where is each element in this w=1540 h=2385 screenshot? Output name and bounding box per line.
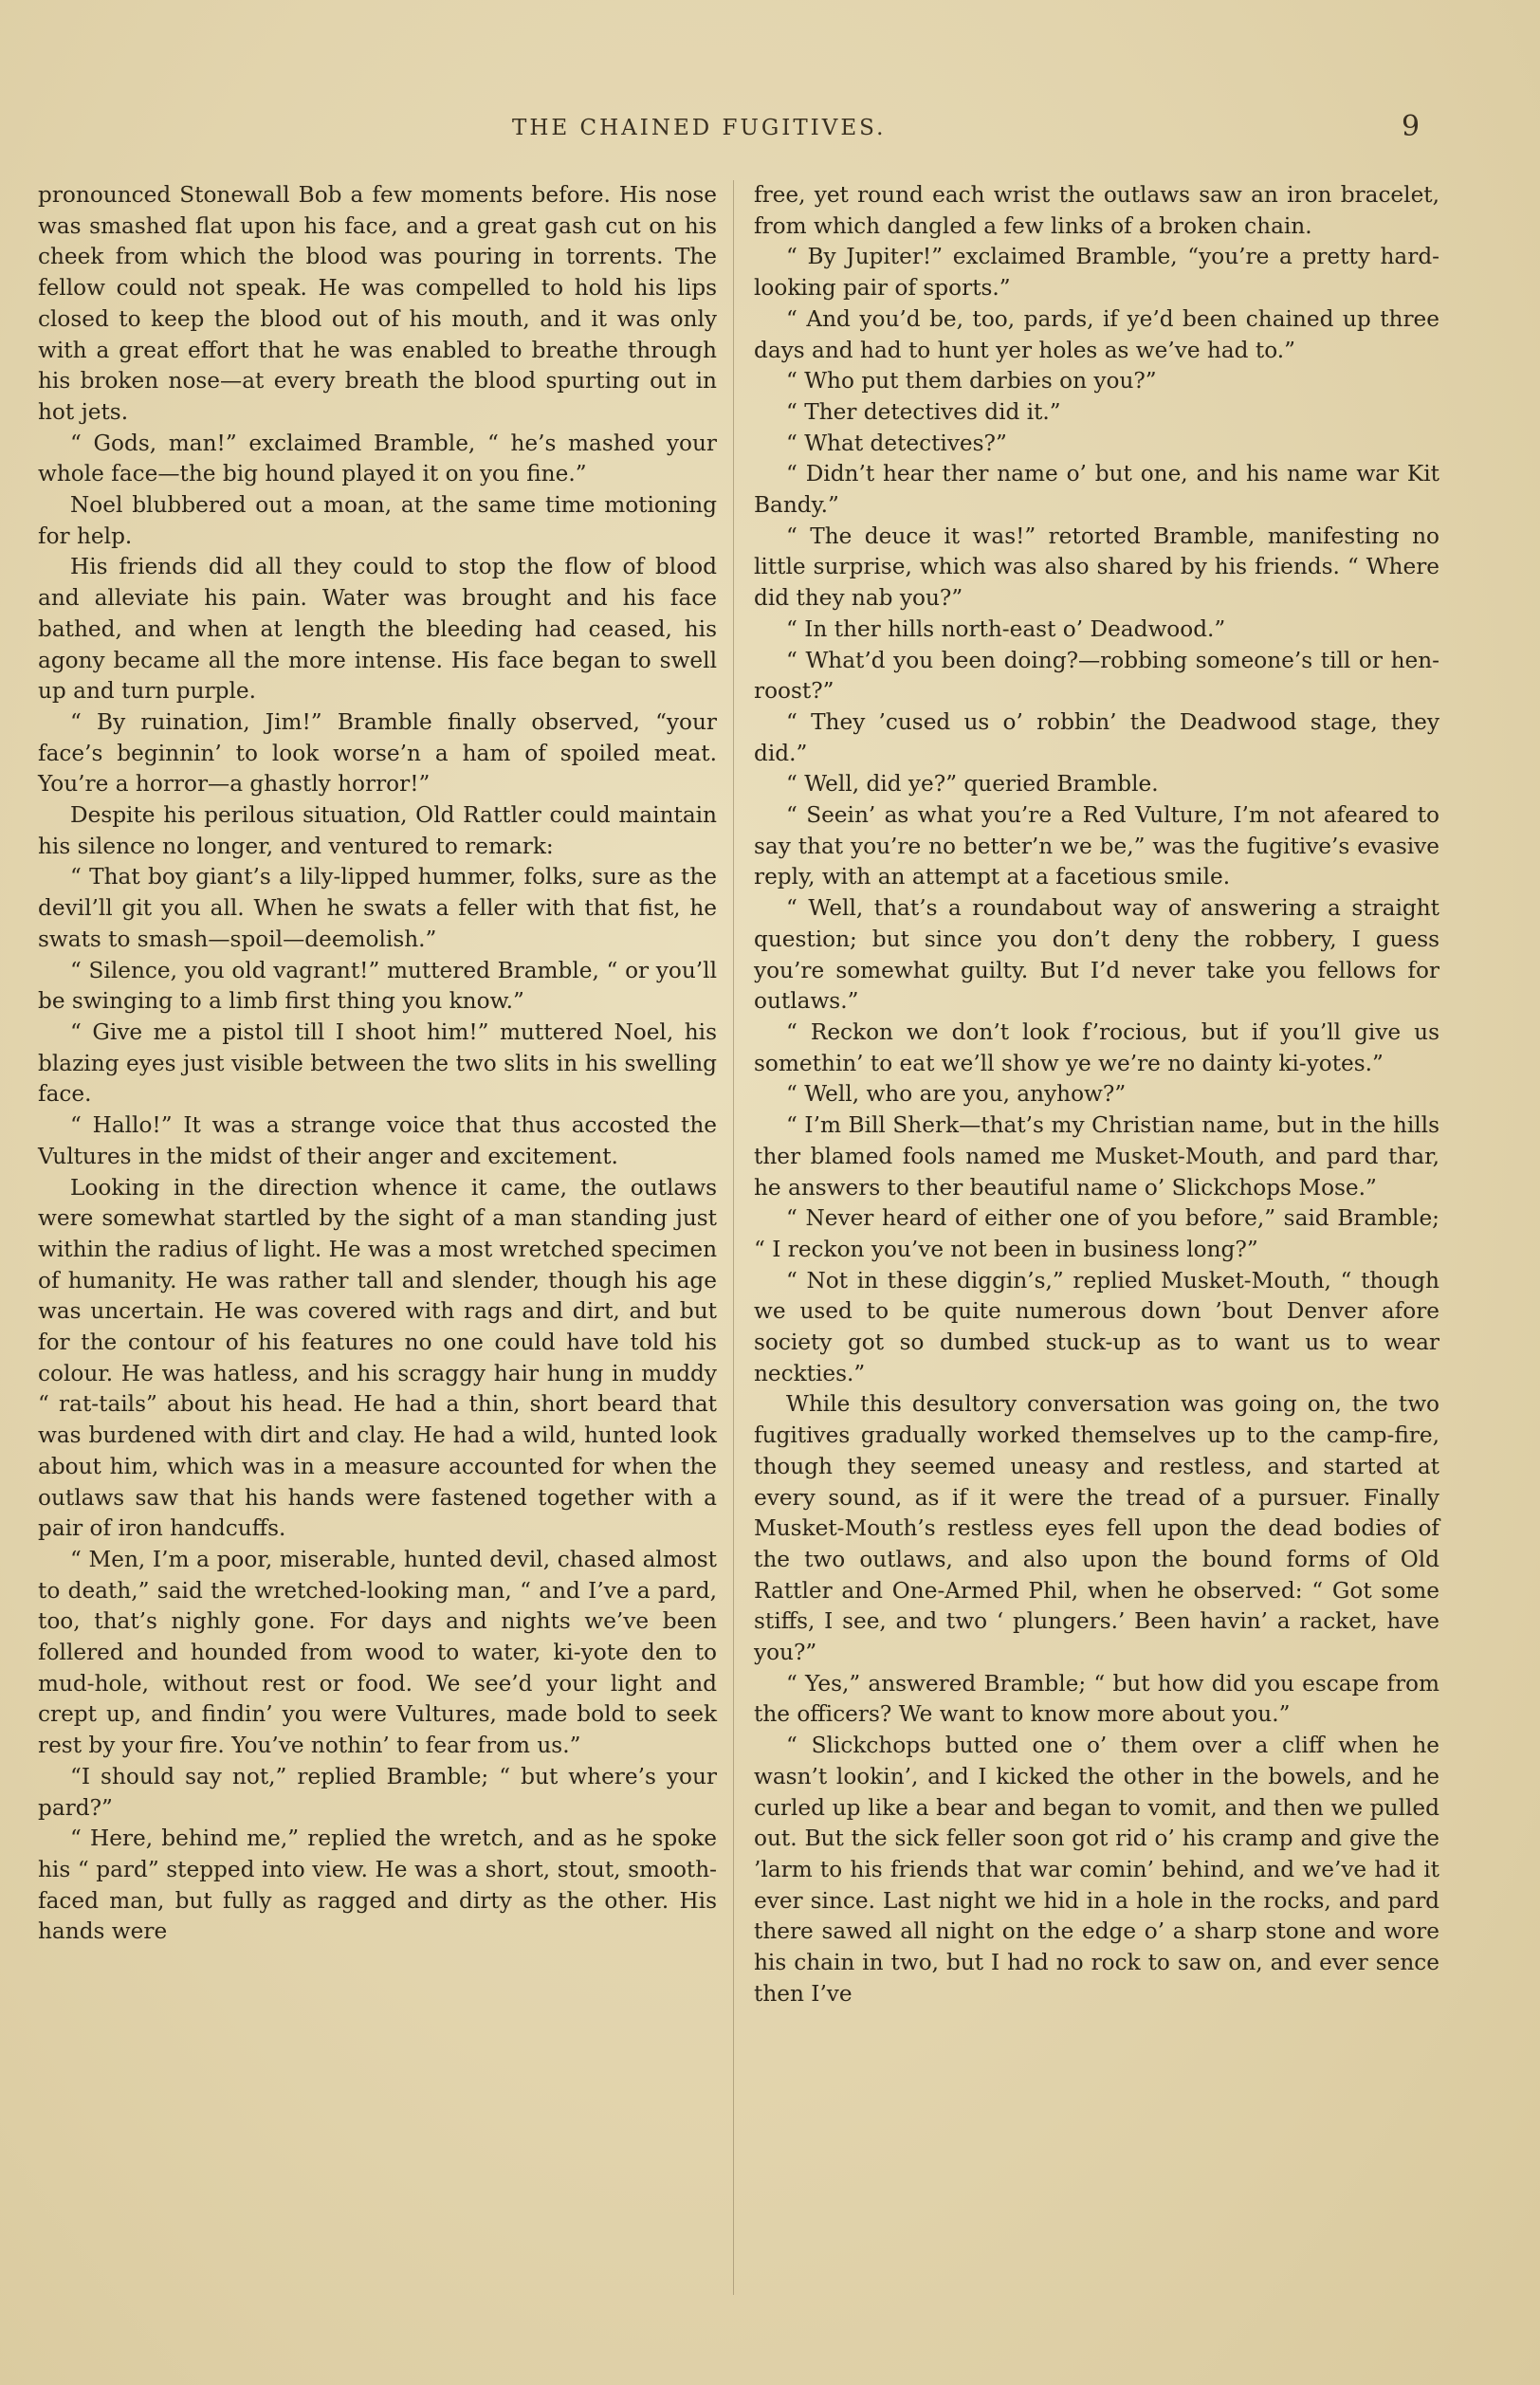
paragraph: “ That boy giant’s a lily-lipped hummer, folks, sure as the devil’ll git you all. When he swats a feller with that fist, he swats to smash—spoil—deemolish.” <box>38 864 717 952</box>
paragraph: “ Seein’ as what you’re a Red Vulture, I’m not afeared to say that you’re no better’n we be,” was the fugitive’s evasive reply, with an attempt at a facetious smile. <box>754 802 1439 890</box>
paragraph: “ Hallo!” It was a strange voice that thus accosted the Vultures in the midst of their anger and excitement. <box>38 1112 717 1169</box>
paragraph: “ I’m Bill Sherk—that’s my Christian name, but in the hills ther blamed fools named me Musket-Mouth, and pard thar, he answers to ther beautiful name o’ Slickchops Mose.” <box>754 1112 1439 1201</box>
left-column <box>38 180 717 1948</box>
paragraph: “ Not in these diggin’s,” replied Musket-Mouth, “ though we used to be quite numerous down ’bout Denver afore society got so dumbed stuck-up as to want us to wear neckties.” <box>754 1267 1439 1386</box>
paragraph: “ Well, did ye?” queried Bramble. <box>786 771 1159 798</box>
paragraph: While this desultory conversation was going on, the two fugitives gradually worked themselves up to the camp-fire, though they seemed uneasy and restless, and started at every sound, as if it were the tread of a pursuer. Finally Musket-Mouth’s restless eyes fell upon the dead bodies of the two outlaws, and also upon the bound forms of Old Rattler and One-Armed Phil, when he observed: “ Got some stiffs, I see, and two ‘ plungers.’ Been havin’ a racket, have you?” <box>754 1391 1439 1666</box>
paragraph: “ Silence, you old vagrant!” muttered Bramble, “ or you’ll be swinging to a limb first thing you know.” <box>38 957 717 1015</box>
paragraph: “ Reckon we don’t look f’rocious, but if you’ll give us somethin’ to eat we’ll show ye we’re no dainty ki-yotes.” <box>754 1018 1439 1076</box>
paragraph: Despite his perilous situation, Old Rattler could maintain his silence no longer, and ventured to remark: <box>38 802 717 859</box>
paragraph: Looking in the direction whence it came, the outlaws were somewhat startled by the sight of a man standing just within the radius of light. He was a most wretched specimen of humanity. He was rather tall and slender, though his age was uncertain. He was covered with rags and dirt, and but for the contour of his features no one could have told his colour. He was hatless, and his scraggy hair hung in muddy “ rat-tails” about his head. He had a thin, short beard that was burdened with dirt and clay. He had a wild, hunted look about him, which was in a measure accounted for when the outlaws saw that his hands were fastened together with a pair of iron handcuffs. <box>38 1174 717 1542</box>
paragraph: “ The deuce it was!” retorted Bramble, manifesting no little surprise, which was also shared by his friends. “ Where did they nab you?” <box>754 523 1439 612</box>
paragraph: “ By Jupiter!” exclaimed Bramble, “you’re a pretty hard-looking pair of sports.” <box>754 244 1439 302</box>
paragraph: “ What detectives?” <box>786 430 1007 456</box>
paragraph: “ Slickchops butted one o’ them over a cliff when he wasn’t lookin’, and I kicked the other in the bowels, and he curled up like a bear and began to vomit, and then we pulled out. But the sick feller soon got rid o’ his cramp and give the ’larm to his friends that war comin’ behind, and we’ve had it ever since. Last night we hid in a hole in the rocks, and pard there sawed all night on the edge o’ a sharp stone and wore his chain in two, but I had no rock to saw on, and ever sence then I’ve <box>754 1733 1439 2007</box>
paragraph: “ And you’d be, too, pards, if ye’d been chained up three days and had to hunt yer holes as we’ve had to.” <box>754 305 1439 363</box>
paragraph: “ By ruination, Jim!” Bramble finally observed, “your face’s beginnin’ to look worse’n a ham of spoiled meat. You’re a horror—a ghastly horror!” <box>38 708 717 798</box>
paragraph: “I should say not,” replied Bramble; “ but where’s your pard?” <box>38 1763 717 1821</box>
paragraph: “ Men, I’m a poor, miserable, hunted devil, chased almost to death,” said the wretched-looking man, “ and I’ve a pard, too, that’s nighly gone. For days and nights we’ve been follered and hounded from wood to water, ki-yote den to mud-hole, without rest or food. We see’d your light and crept up, and findin’ you were Vultures, made bold to seek rest by your fire. You’ve nothin’ to fear from us.” <box>38 1546 717 1759</box>
paragraph: “ Didn’t hear ther name o’ but one, and his name war Kit Bandy.” <box>754 461 1439 519</box>
running-title: THE CHAINED FUGITIVES. <box>512 116 887 140</box>
right-column <box>754 180 1439 2009</box>
paragraph: His friends did all they could to stop the flow of blood and alleviate his pain. Water was brought and his face bathed, and when at length the bleeding had ceased, his agony became all the more intense. His face began to swell up and turn purple. <box>38 554 717 705</box>
paragraph: “ In ther hills north-east o’ Deadwood.” <box>786 615 1226 642</box>
paragraph: Noel blubbered out a moan, at the same time motioning for help. <box>38 492 717 549</box>
paragraph: “ Well, who are you, anyhow?” <box>786 1081 1127 1108</box>
paragraph: “ Gods, man!” exclaimed Bramble, “ he’s mashed your whole face—the big hound played it on you fine.” <box>38 430 717 487</box>
paragraph: “ Here, behind me,” replied the wretch, and as he spoke his “ pard” stepped into view. He was a short, stout, smooth-faced man, but fully as ragged and dirty as the other. His hands were <box>38 1825 717 1945</box>
paragraph: “ Give me a pistol till I shoot him!” muttered Noel, his blazing eyes just visible between the two slits in his swelling face. <box>38 1018 717 1108</box>
paragraph: “ Well, that’s a roundabout way of answering a straight question; but since you don’t deny the robbery, I guess you’re somewhat guilty. But I’d never take you fellows for outlaws.” <box>754 895 1439 1015</box>
paragraph: “ Yes,” answered Bramble; “ but how did you escape from the officers? We want to know more about you.” <box>754 1670 1439 1728</box>
paragraph: “ Ther detectives did it.” <box>786 398 1061 425</box>
paragraph: “ Who put them darbies on you?” <box>786 368 1157 394</box>
column-divider <box>733 180 734 2295</box>
page-number: 9 <box>1402 110 1421 143</box>
paragraph: “ Never heard of either one of you before,” said Bramble; “ I reckon you’ve not been in business long?” <box>754 1205 1439 1262</box>
paragraph: free, yet round each wrist the outlaws saw an iron bracelet, from which dangled a few links of a broken chain. <box>754 182 1439 239</box>
paragraph: “ What’d you been doing?—robbing someone’s till or hen-roost?” <box>754 647 1439 705</box>
paragraph: “ They ’cused us o’ robbin’ the Deadwood stage, they did.” <box>754 708 1439 766</box>
paragraph: pronounced Stonewall Bob a few moments before. His nose was smashed flat upon his face, and a great gash cut on his cheek from which the blood was pouring in torrents. The fellow could not speak. He was compelled to hold his lips closed to keep the blood out of his mouth, and it was only with a great effort that he was enabled to breathe through his broken nose—at every breath the blood spurting out in hot jets. <box>38 182 717 425</box>
